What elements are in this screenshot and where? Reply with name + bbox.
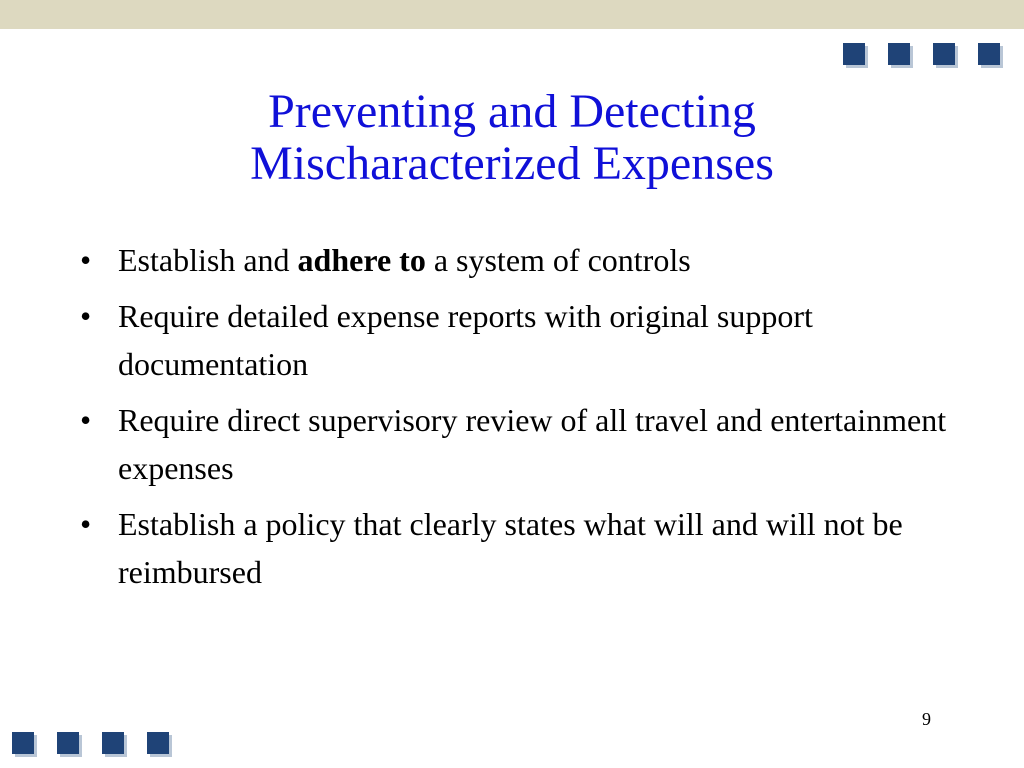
square-icon (933, 43, 955, 65)
square-icon (12, 732, 34, 754)
bullet-text: Establish a policy that clearly states what will and will not be reimbursed (118, 506, 903, 590)
bullet-text: Require detailed expense reports with original support documentation (118, 298, 813, 382)
square-icon (57, 732, 79, 754)
square-icon (843, 43, 865, 65)
bullet-text-pre: Establish and (118, 242, 298, 278)
top-band (0, 0, 1024, 29)
bullet-text: Require direct supervisory review of all travel and entertainment expenses (118, 402, 947, 486)
square-icon (102, 732, 124, 754)
bullet-text-post: a system of controls (425, 242, 691, 278)
bullet-item (78, 396, 958, 492)
page-number: 9 (922, 709, 931, 729)
bullet-item (78, 292, 958, 388)
slide-title-line-1: Preventing and Detecting (268, 85, 756, 138)
square-icon (888, 43, 910, 65)
square-icon (978, 43, 1000, 65)
decorative-squares-top (843, 43, 1000, 65)
slide-title-line-2: Mischaracterized Expenses (250, 137, 774, 190)
decorative-squares-bottom (12, 732, 169, 754)
slide-title (0, 86, 1024, 190)
bullet-item (78, 236, 958, 284)
square-icon (147, 732, 169, 754)
bullet-list (78, 236, 958, 604)
bullet-item (78, 500, 958, 596)
bullet-text-bold: adhere to (297, 242, 426, 278)
